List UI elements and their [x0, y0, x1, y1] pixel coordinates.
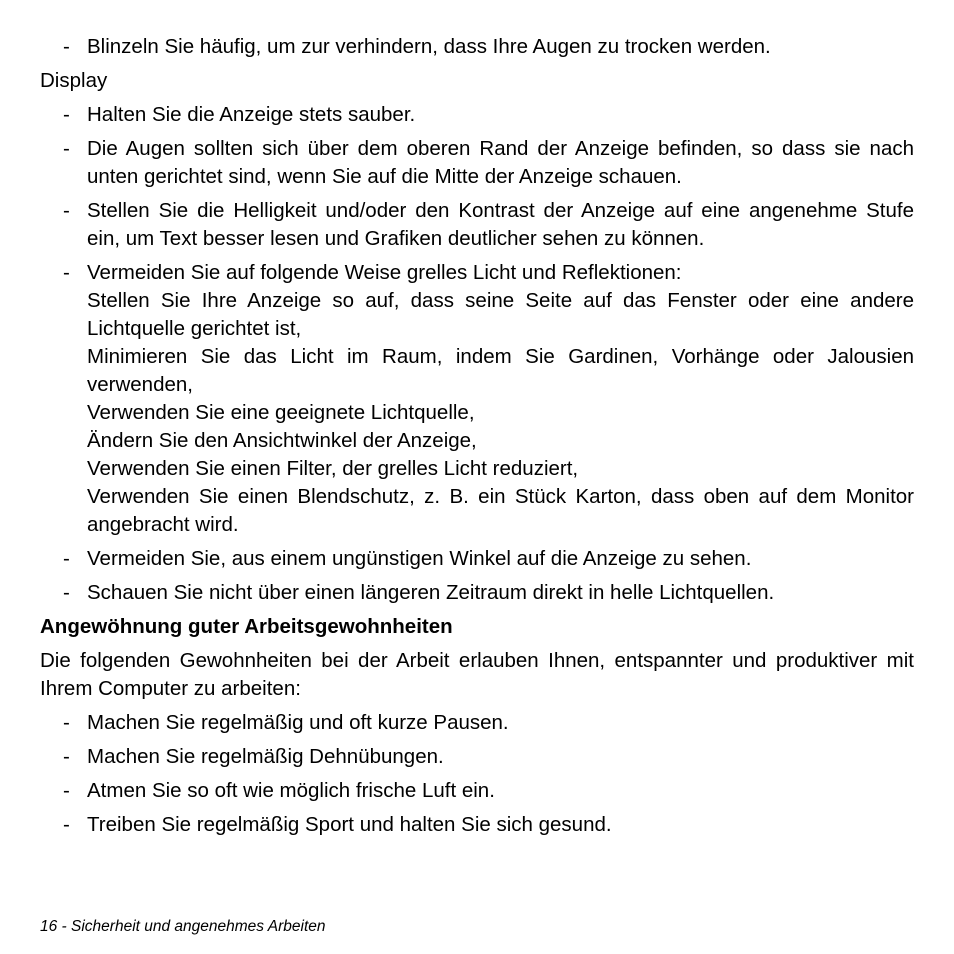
- bullet-text: Schauen Sie nicht über einen längeren Zeitraum direkt in helle Lichtquellen.: [87, 581, 775, 604]
- bullet-text: Machen Sie regelmäßig Dehnübungen.: [87, 745, 444, 768]
- sub-line: Ändern Sie den Ansichtwinkel der Anzeige,: [87, 429, 477, 452]
- sub-line: Stellen Sie Ihre Anzeige so auf, dass seine Seite auf das Fenster oder eine andere Lichtquelle gerichtet ist,: [87, 289, 914, 340]
- bullet-text: Vermeiden Sie, aus einem ungünstigen Winkel auf die Anzeige zu sehen.: [87, 547, 752, 570]
- list-item: [40, 777, 914, 805]
- bullet-dash: -: [63, 547, 70, 570]
- list-item: [40, 135, 914, 191]
- bullet-text: Machen Sie regelmäßig und oft kurze Pausen.: [87, 711, 509, 734]
- sub-line: Minimieren Sie das Licht im Raum, indem Sie Gardinen, Vorhänge oder Jalousien verwenden,: [87, 345, 914, 396]
- bullet-dash: -: [63, 199, 70, 222]
- bullet-dash: -: [63, 581, 70, 604]
- list-item: [40, 709, 914, 737]
- section-heading: Angewöhnung guter Arbeitsgewohnheiten: [40, 615, 453, 638]
- bullet-text: Atmen Sie so oft wie möglich frische Luft ein.: [87, 779, 495, 802]
- document-page: [40, 33, 914, 845]
- page-footer: 16 - Sicherheit und angenehmes Arbeiten: [40, 918, 326, 935]
- bullet-dash: -: [63, 745, 70, 768]
- list-item: [40, 545, 914, 573]
- list-item: [40, 33, 914, 61]
- bullet-dash: -: [63, 35, 70, 58]
- bullet-text: Treiben Sie regelmäßig Sport und halten Sie sich gesund.: [87, 813, 612, 836]
- bullet-dash: -: [63, 813, 70, 836]
- list-item: [40, 579, 914, 607]
- bullet-intro: Vermeiden Sie auf folgende Weise grelles Licht und Reflektionen:: [87, 261, 682, 284]
- bullet-text: Halten Sie die Anzeige stets sauber.: [87, 103, 416, 126]
- section-intro: Die folgenden Gewohnheiten bei der Arbeit erlauben Ihnen, entspannter und produktiver mit Ihrem Computer zu arbeiten:: [40, 649, 914, 700]
- list-item: [40, 811, 914, 839]
- sub-line: Verwenden Sie einen Blendschutz, z. B. ein Stück Karton, dass oben auf dem Monitor angebracht wird.: [87, 485, 914, 536]
- list-item: [40, 197, 914, 253]
- bullet-dash: -: [63, 261, 70, 284]
- bullet-text: Stellen Sie die Helligkeit und/oder den Kontrast der Anzeige auf eine angenehme Stufe ein, um Text besser lesen und Grafiken deutlicher sehen zu können.: [87, 199, 914, 250]
- sub-line: Verwenden Sie einen Filter, der grelles Licht reduziert,: [87, 457, 579, 480]
- bullet-text: Blinzeln Sie häufig, um zur verhindern, dass Ihre Augen zu trocken werden.: [87, 35, 771, 58]
- list-item: [40, 101, 914, 129]
- bullet-dash: -: [63, 103, 70, 126]
- sub-line: Verwenden Sie eine geeignete Lichtquelle,: [87, 401, 475, 424]
- bullet-dash: -: [63, 779, 70, 802]
- list-item: [40, 743, 914, 771]
- bullet-text: Die Augen sollten sich über dem oberen Rand der Anzeige befinden, so dass sie nach unten gerichtet sind, wenn Sie auf die Mitte der Anzeige schauen.: [87, 137, 914, 188]
- bullet-dash: -: [63, 711, 70, 734]
- bullet-dash: -: [63, 137, 70, 160]
- section-label-display: Display: [40, 69, 108, 92]
- list-item-glare: [40, 259, 914, 539]
